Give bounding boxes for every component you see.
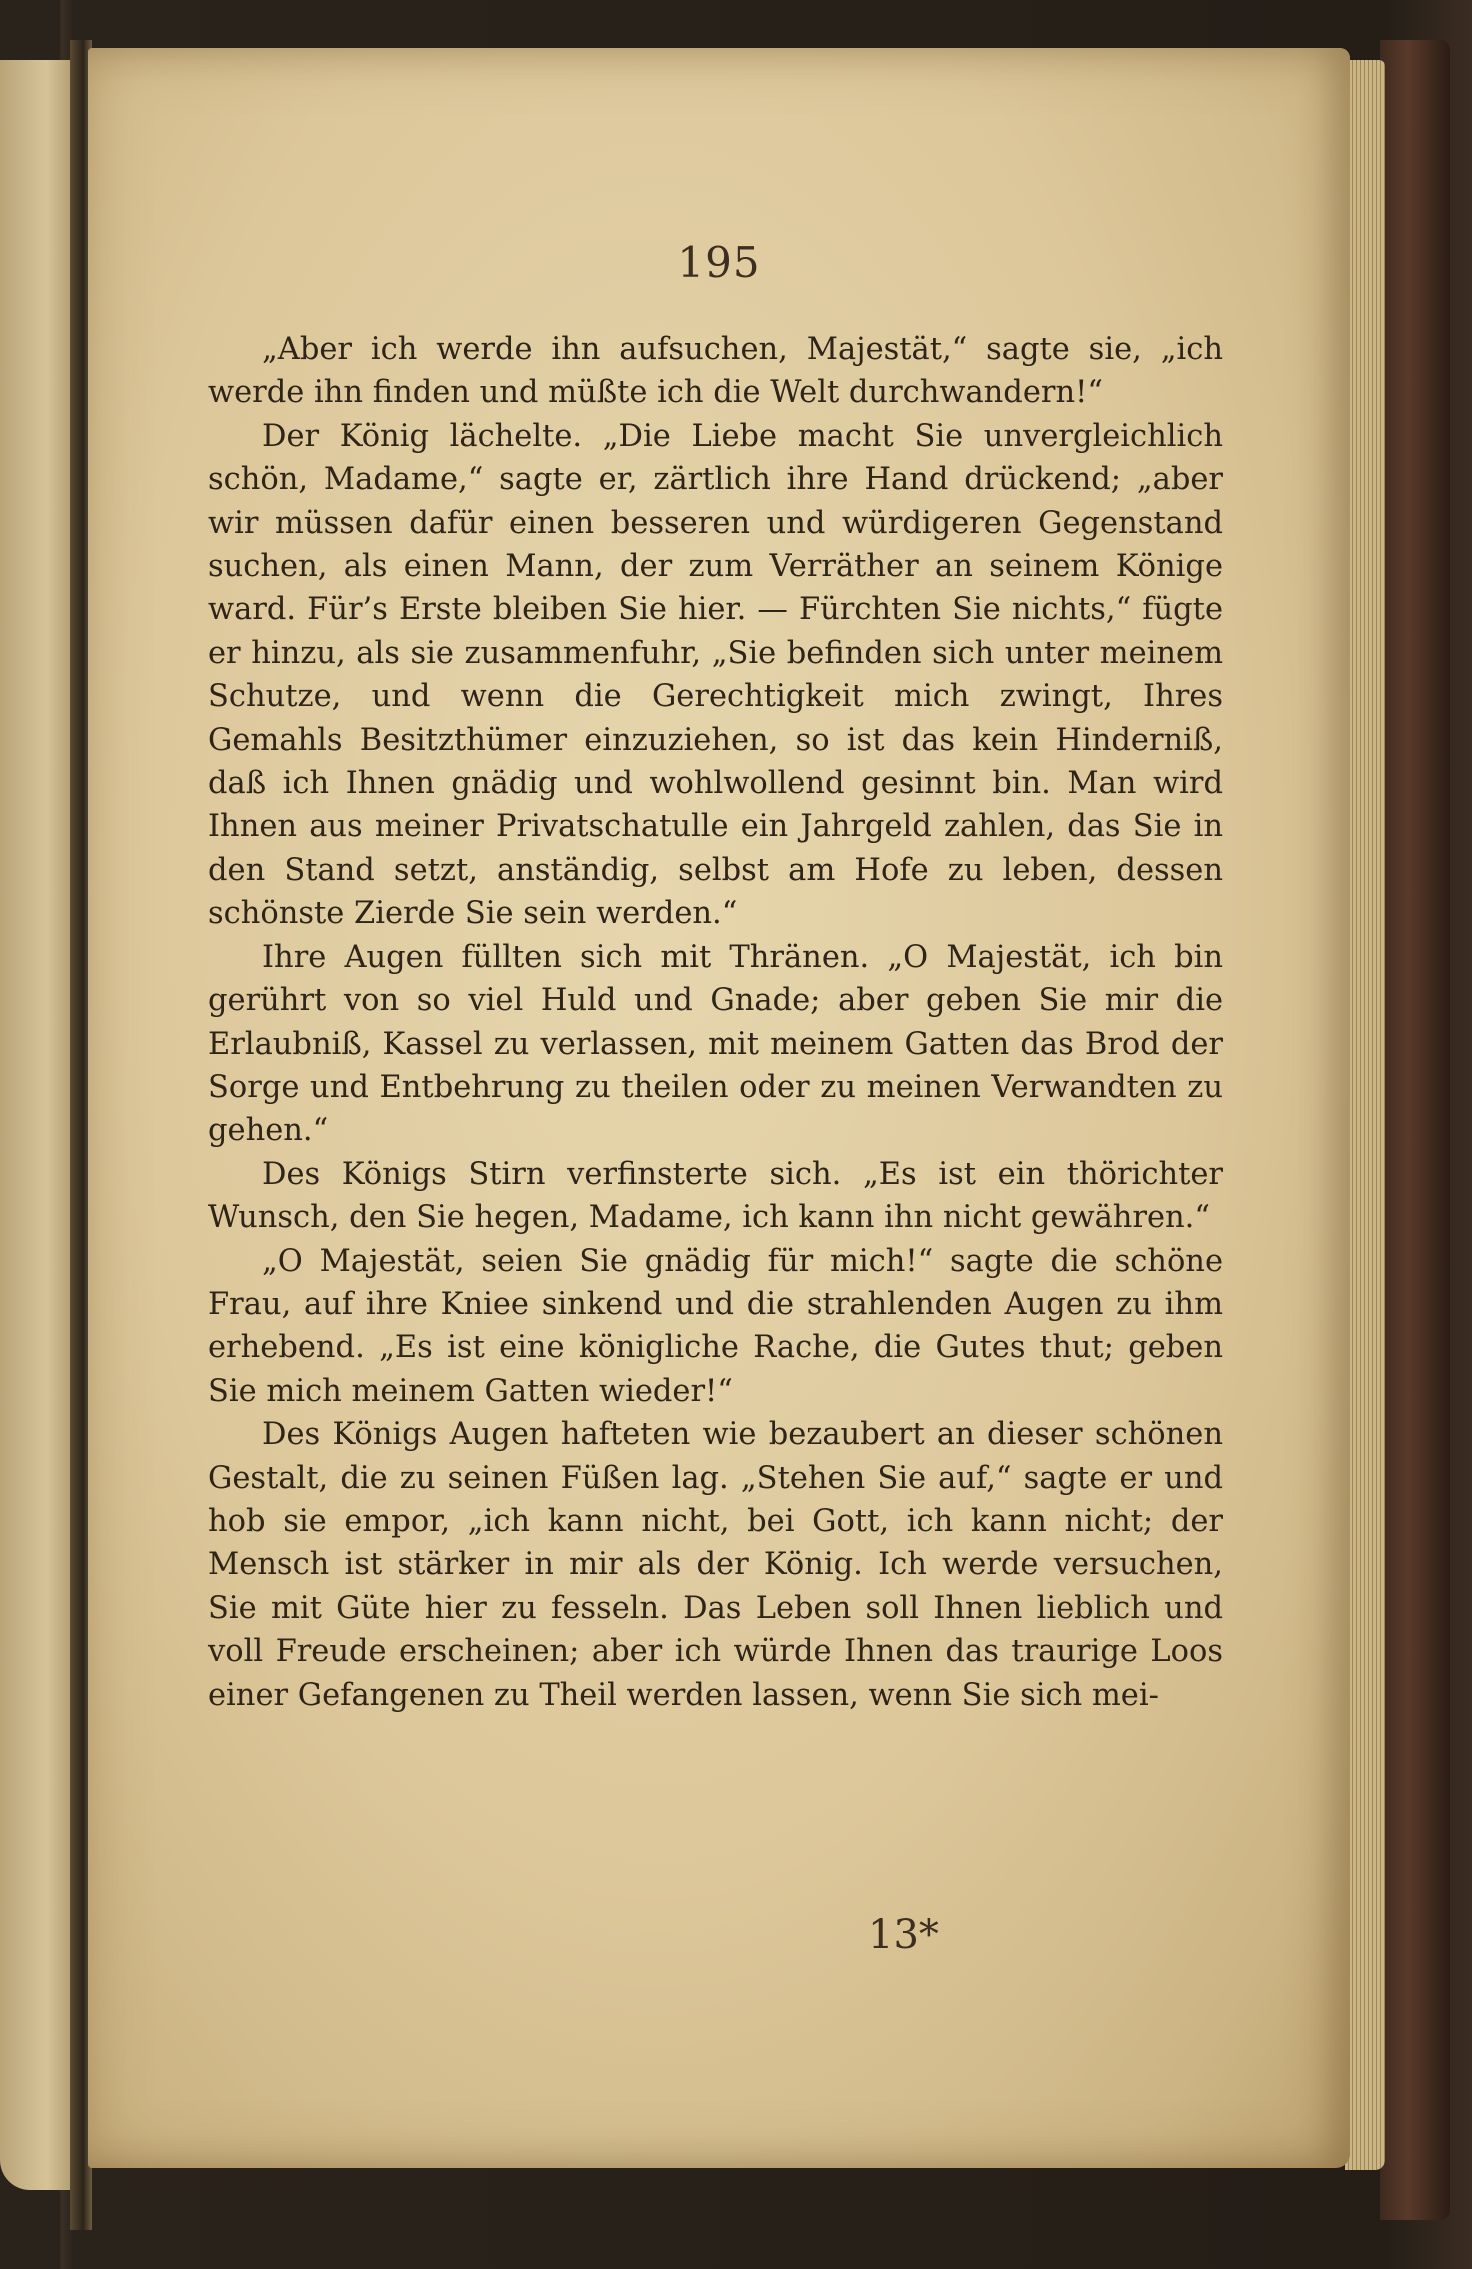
page-body-text xyxy=(208,328,1223,1717)
previous-page-edge xyxy=(0,60,78,2190)
signature-mark: 13* xyxy=(868,1912,939,1958)
page-stack-edges xyxy=(1345,60,1385,2170)
paragraph-1: „Aber ich werde ihn aufsuchen, Majestät,“ sagte sie, „ich werde ihn finden und müßte ich die Welt durchwandern!“ xyxy=(208,332,1223,411)
paragraph-3: Ihre Augen füllten sich mit Thränen. „O Majestät, ich bin gerührt von so viel Huld und Gnade; aber geben Sie mir die Erlaubniß, Kassel zu verlassen, mit meinem Gatten das Brod der Sorge und Entbehrung zu theilen oder zu meinen Verwandten zu gehen.“ xyxy=(208,939,1223,1149)
paragraph-6: Des Königs Augen hafteten wie bezaubert an dieser schönen Gestalt, die zu seinen Füßen lag. „Stehen Sie auf,“ sagte er und hob sie empor, „ich kann nicht, bei Gott, ich kann nicht; der Mensch ist stärker in mir als der König. Ich werde versuchen, Sie mit Güte hier zu fesseln. Das Leben soll Ihnen lieblich und voll Freude erscheinen; aber ich würde Ihnen das traurige Loos einer Gefangenen zu Theil werden lassen, wenn Sie sich mei- xyxy=(208,1417,1223,1713)
paragraph-5: „O Majestät, seien Sie gnädig für mich!“ sagte die schöne Frau, auf ihre Kniee sinkend und die strahlenden Augen zu ihm erhebend. „Es ist eine königliche Rache, die Gutes thut; geben Sie mich meinem Gatten wieder!“ xyxy=(208,1243,1223,1409)
book-page xyxy=(88,48,1350,2168)
page-number: 195 xyxy=(677,238,761,287)
book-cover-edge xyxy=(1380,40,1450,2220)
paragraph-2: Der König lächelte. „Die Liebe macht Sie unvergleichlich schön, Madame,“ sagte er, zärtlich ihre Hand drückend; „aber wir müssen dafür einen besseren und würdigeren Gegenstand suchen, als einen Mann, der zum Verräther an seinem Könige ward. Für’s Erste bleiben Sie hier. — Fürchten Sie nichts,“ fügte er hinzu, als sie zusammenfuhr, „Sie befinden sich unter meinem Schutze, und wenn die Gerechtigkeit mich zwingt, Ihres Gemahls Besitzthümer einzuziehen, so ist das kein Hinderniß, daß ich Ihnen gnädig und wohlwollend gesinnt bin. Man wird Ihnen aus meiner Privatschatulle ein Jahrgeld zahlen, das Sie in den Stand setzt, anständig, selbst am Hofe zu leben, dessen schönste Zierde Sie sein werden.“ xyxy=(208,418,1223,932)
paragraph-4: Des Königs Stirn verfinsterte sich. „Es ist ein thörichter Wunsch, den Sie hegen, Madame, ich kann ihn nicht gewähren.“ xyxy=(208,1156,1223,1236)
